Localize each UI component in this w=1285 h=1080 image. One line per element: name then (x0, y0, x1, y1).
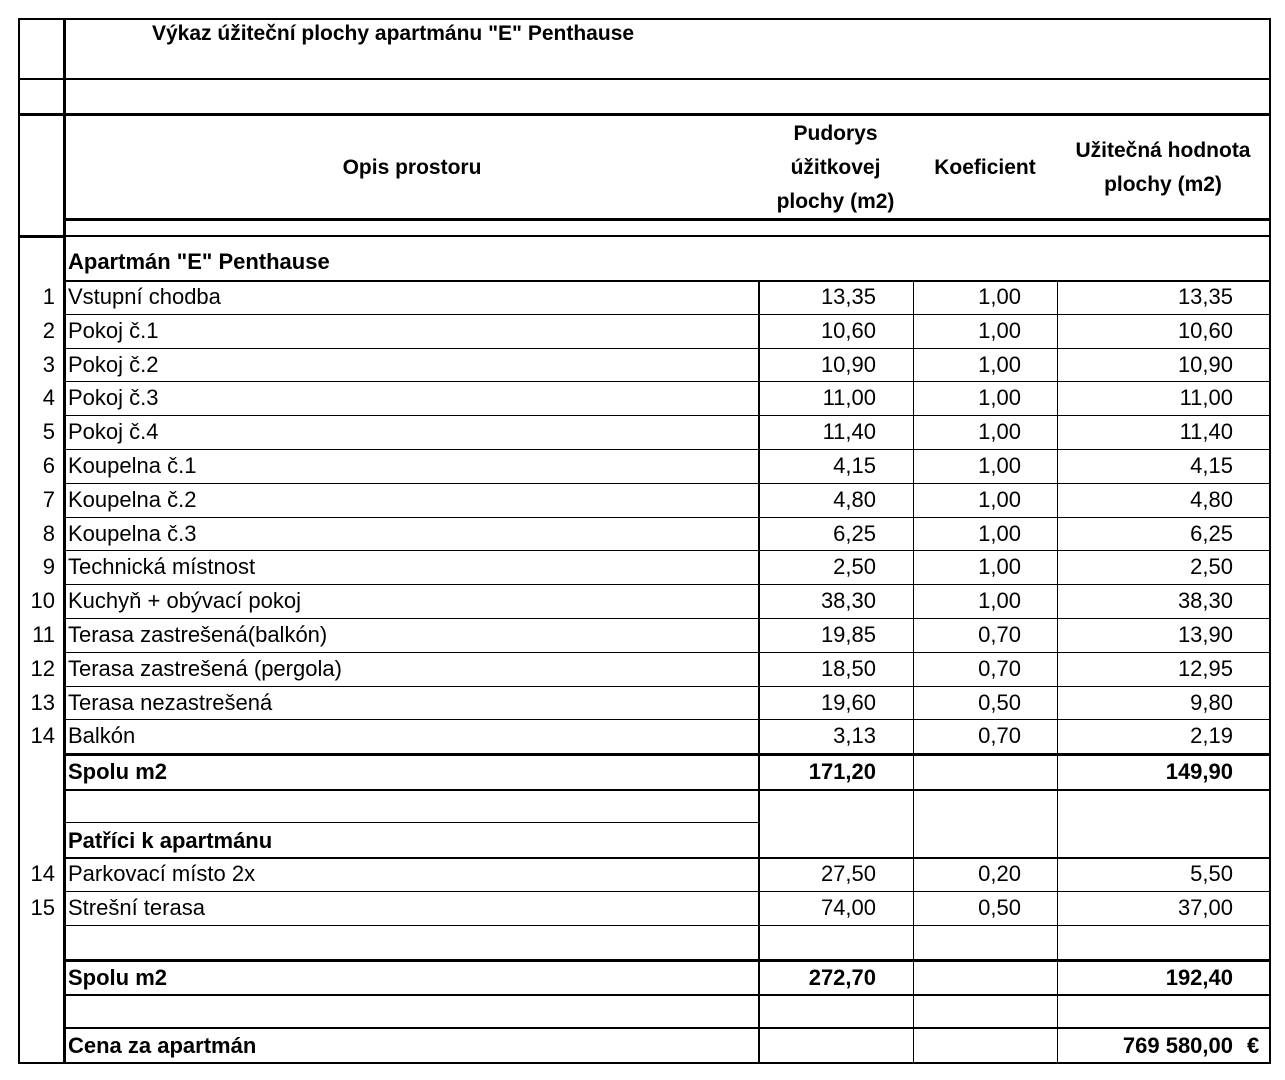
row-line (63, 449, 1269, 450)
row-line (63, 314, 1269, 315)
section1-row-description: Koupelna č.1 (68, 453, 197, 478)
total2-useful-area: 192,40 (1165, 965, 1233, 990)
section1-row-useful-area: 13,35 (1177, 284, 1233, 309)
row-line (63, 348, 1269, 349)
section1-row-floor-area: 4,80 (833, 487, 876, 512)
row-line (63, 584, 1269, 585)
border-top (18, 18, 1271, 20)
header-floor-area-line2: úžitkovej (790, 156, 881, 179)
total2-top-line (63, 959, 1269, 962)
section1-row-useful-area: 2,50 (1190, 554, 1233, 579)
section2-row-useful-area: 37,00 (1177, 895, 1233, 920)
header-floor-area-line1: Pudorys (793, 122, 878, 145)
total1-useful-area: 149,90 (1165, 759, 1233, 784)
section1-row-floor-area: 4,15 (833, 453, 876, 478)
section1-row-floor-area: 11,00 (822, 385, 876, 410)
section2-row-coefficient: 0,50 (978, 895, 1021, 920)
empty-row-line (63, 822, 758, 823)
section2-row-number: 14 (30, 861, 55, 886)
document-title: Výkaz úžiteční plochy apartmánu "E" Penthause (152, 22, 635, 45)
header-bottom-line (63, 218, 1269, 221)
section1-row-useful-area: 11,00 (1179, 385, 1233, 410)
total2-floor-area: 272,70 (808, 965, 876, 990)
section1-row-floor-area: 13,35 (820, 284, 876, 309)
section1-row-floor-area: 3,13 (833, 723, 876, 748)
row-line (63, 550, 1269, 551)
section1-row-useful-area: 10,90 (1177, 352, 1233, 377)
row-line (63, 891, 1269, 892)
section1-row-floor-area: 38,30 (820, 588, 876, 613)
row-line (63, 719, 1269, 720)
section1-label: Apartmán "E" Penthause (68, 249, 330, 274)
section1-label-line (63, 280, 1269, 282)
section1-row-useful-area: 38,30 (1177, 588, 1233, 613)
section1-row-floor-area: 11,40 (822, 419, 876, 444)
section1-row-coefficient: 1,00 (978, 554, 1021, 579)
section1-row-floor-area: 19,60 (820, 690, 876, 715)
total1-top-line (63, 753, 1269, 756)
section2-label-line (63, 857, 1269, 859)
section1-row-number: 13 (30, 690, 55, 715)
border-bottom (18, 1062, 1271, 1064)
section1-row-coefficient: 1,00 (978, 318, 1021, 343)
section1-row-useful-area: 6,25 (1190, 521, 1233, 546)
section1-row-number: 9 (42, 554, 55, 579)
section1-row-number: 2 (42, 318, 55, 343)
section1-row-description: Pokoj č.2 (68, 352, 159, 377)
section1-row-coefficient: 1,00 (978, 419, 1021, 444)
section1-row-coefficient: 1,00 (978, 385, 1021, 410)
header-useful-area-line2: plochy (m2) (1104, 173, 1222, 196)
section1-row-number: 10 (30, 588, 55, 613)
section2-label: Patříci k apartmánu (68, 828, 273, 853)
section1-row-coefficient: 0,50 (978, 690, 1021, 715)
header-description: Opis prostoru (342, 156, 482, 179)
section1-row-description: Vstupní chodba (68, 284, 221, 309)
price-value: 769 580,00 (1122, 1033, 1233, 1058)
section1-row-useful-area: 4,15 (1190, 453, 1233, 478)
section1-row-useful-area: 11,40 (1179, 419, 1233, 444)
section1-row-coefficient: 1,00 (978, 521, 1021, 546)
header-floor-area-line3: plochy (m2) (776, 190, 895, 213)
section1-row-useful-area: 12,95 (1177, 656, 1233, 681)
section1-row-number: 12 (30, 656, 55, 681)
total1-floor-area: 171,20 (808, 759, 876, 784)
section1-row-coefficient: 1,00 (978, 352, 1021, 377)
section1-row-number: 6 (42, 453, 55, 478)
section1-row-number: 11 (32, 622, 55, 647)
section1-row-number: 14 (30, 723, 55, 748)
section2-row-floor-area: 74,00 (820, 895, 876, 920)
row-line (63, 517, 1269, 518)
spacer-bottom-line (18, 113, 1269, 116)
total2-bottom-line (63, 994, 1269, 996)
section1-row-description: Koupelna č.3 (68, 521, 197, 546)
total1-bottom-line (63, 789, 1269, 791)
price-top-line (63, 1027, 1269, 1029)
row-line (63, 483, 1269, 484)
section1-row-description: Pokoj č.4 (68, 419, 159, 444)
header-floor-area (758, 117, 913, 219)
section1-row-description: Technická místnost (68, 554, 256, 579)
section1-row-floor-area: 10,60 (820, 318, 876, 343)
section1-row-useful-area: 2,19 (1190, 723, 1233, 748)
section1-row-description: Pokoj č.3 (68, 385, 159, 410)
section1-row-coefficient: 1,00 (978, 453, 1021, 478)
section1-row-number: 4 (42, 385, 55, 410)
header-coefficient: Koeficient (934, 156, 1036, 179)
total2-label: Spolu m2 (68, 965, 168, 990)
section1-row-coefficient: 0,70 (978, 656, 1021, 681)
section1-row-description: Terasa zastrešená (pergola) (68, 656, 342, 681)
section1-row-number: 8 (42, 521, 55, 546)
section1-row-description: Balkón (68, 723, 136, 748)
section1-row-coefficient: 0,70 (978, 622, 1021, 647)
row-line (63, 618, 1269, 619)
number-column-divider (63, 18, 66, 1064)
section1-row-coefficient: 1,00 (978, 588, 1021, 613)
section1-row-description: Terasa zastrešená(balkón) (68, 622, 328, 647)
price-currency: € (1247, 1033, 1260, 1058)
section1-row-floor-area: 18,50 (820, 656, 876, 681)
section1-row-coefficient: 0,70 (978, 723, 1021, 748)
section1-row-floor-area: 6,25 (833, 521, 876, 546)
header-useful-area-line1: Užitečná hodnota (1075, 139, 1251, 162)
row-line (63, 925, 1269, 926)
border-right (1269, 18, 1271, 1064)
section1-row-useful-area: 4,80 (1190, 487, 1233, 512)
section2-row-number: 15 (30, 895, 55, 920)
section1-row-number: 3 (42, 352, 55, 377)
total1-label: Spolu m2 (68, 759, 168, 784)
row-line (63, 381, 1269, 382)
row-line (63, 686, 1269, 687)
section1-row-description: Pokoj č.1 (68, 318, 159, 343)
section1-row-coefficient: 1,00 (978, 284, 1021, 309)
section2-row-description: Parkovací místo 2x (68, 861, 256, 886)
section1-row-number: 7 (42, 487, 55, 512)
section1-row-description: Kuchyň + obývací pokoj (68, 588, 301, 613)
section1-row-useful-area: 10,60 (1177, 318, 1233, 343)
numcol-header-bottom (18, 235, 63, 238)
section2-row-useful-area: 5,50 (1190, 861, 1233, 886)
title-bottom-line (18, 78, 1269, 80)
section1-row-coefficient: 1,00 (978, 487, 1021, 512)
section1-row-useful-area: 9,80 (1190, 690, 1233, 715)
section1-row-number: 1 (42, 284, 55, 309)
section2-row-coefficient: 0,20 (978, 861, 1021, 886)
price-label: Cena za apartmán (68, 1033, 257, 1058)
section1-row-description: Koupelna č.2 (68, 487, 197, 512)
section1-row-floor-area: 19,85 (820, 622, 876, 647)
section1-row-description: Terasa nezastrešená (68, 690, 273, 715)
section1-row-number: 5 (42, 419, 55, 444)
section1-row-floor-area: 2,50 (833, 554, 876, 579)
row-line (63, 415, 1269, 416)
section2-row-description: Strešní terasa (68, 895, 205, 920)
row-line (63, 652, 1269, 653)
section1-row-useful-area: 13,90 (1177, 622, 1233, 647)
section1-row-floor-area: 10,90 (820, 352, 876, 377)
header-useful-area (1057, 134, 1269, 202)
section2-row-floor-area: 27,50 (820, 861, 876, 886)
subheader-bottom-line (63, 235, 1269, 237)
